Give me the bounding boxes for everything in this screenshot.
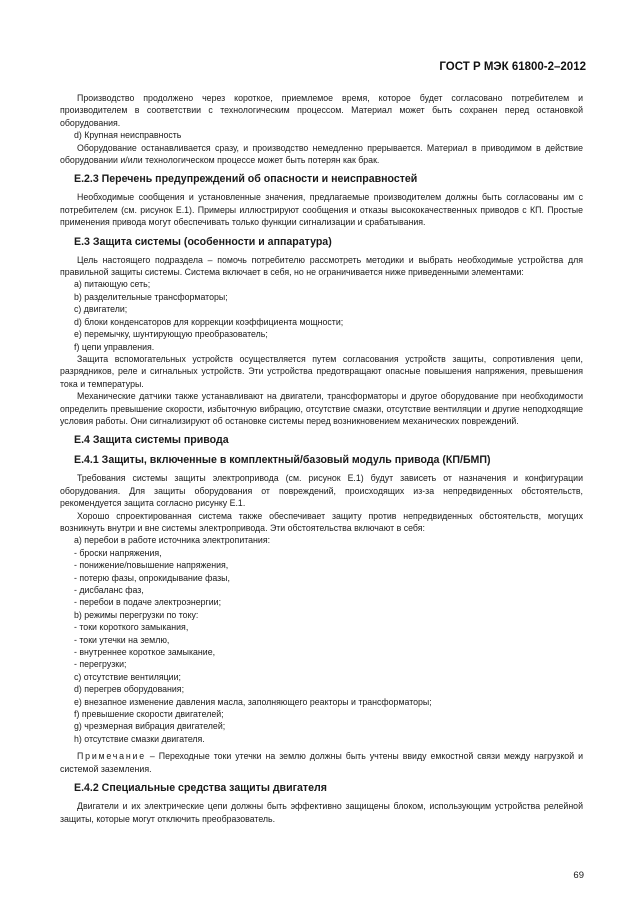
standard-header: ГОСТ Р МЭК 61800-2–2012 (439, 61, 586, 73)
paragraph: Требования системы защиты электропривода (см. рисунок Е.1) будут зависеть от назначения и конфигурации оборудования. Для защиты оборудования от повреждений, происходящих из-за непредвиденных обстоятельств, рекомендуется защита согласно рисунку Е.1. (60, 473, 583, 509)
paragraph: Хорошо спроектированная система также обеспечивает защиту против непредвиденных обстоятельств, могущих возникнуть внутри и вне системы электропривода. Эти обстоятельства включают в себя: (60, 510, 583, 533)
list-item: - дисбаланс фаз, (74, 585, 144, 595)
list-item: - токи утечки на землю, (74, 634, 170, 645)
list-item: - броски напряжения, (74, 547, 162, 558)
paragraph: Защита вспомогательных устройств осуществляется путем согласования устройств защиты, сопротивления цепи, разрядников, реле и сигнальных устройств. Эти устройства предотвращают опасные повышения напряжения, превышения тока и температуры. (60, 353, 583, 389)
paragraph: Механические датчики также устанавливают на двигатели, трансформаторы и другое оборудование при необходимости определить превышение скорости, избыточную вибрацию, отсутствие смазки, отсутствие вентиляции и другие неподходящие условия работы. Они сигнализируют об остановке системы перед возникновением механических повреждений. (60, 391, 583, 426)
paragraph: Двигатели и их электрические цепи должны быть эффективно защищены блоком, использующим устройства релейной защиты, которые могут отключить преобразователь. (60, 801, 583, 824)
list-item: d) Крупная неисправность (74, 130, 182, 141)
note (60, 750, 583, 775)
list-item: b) режимы перегрузки по току: (74, 609, 199, 620)
list-elements (60, 278, 583, 352)
list-item: f) превышение скорости двигателей; (74, 709, 224, 720)
note-label: Примечание (77, 751, 146, 762)
list-item: c) отсутствие вентиляции; (74, 671, 181, 682)
list-item: - понижение/повышение напряжения, (74, 560, 229, 571)
paragraph: Необходимые сообщения и установленные значения, предлагаемые производителем должны быть согласованы им с потребителем (см. рисунок Е.1). Примеры иллюстрируют сообщения и отказы высококачественных приводов с КП. Простые применения привода могут обеспечивать только функции сигнализации и срабатывания. (60, 192, 583, 228)
section-heading-e3: Е.3 Защита системы (особенности и аппаратура) (74, 235, 332, 248)
section-heading-e41: Е.4.1 Защиты, включенные в комплектный/базовый модуль привода (КП/БМП) (74, 454, 491, 467)
list-item: e) внезапное изменение давления масла, заполняющего реакторы и трансформаторы; (74, 696, 432, 707)
page-content (60, 92, 583, 825)
paragraph: Производство продолжено через короткое, приемлемое время, которое будет согласовано потребителем и производителем в соответствии с технологическим процессом. Материал может быть сохранен перед остановкой оборудования. (60, 93, 583, 128)
list-item: d) блоки конденсаторов для коррекции коэффициента мощности; (74, 316, 344, 327)
section-heading-e4: Е.4 Защита системы привода (74, 434, 229, 447)
list-item: b) разделительные трансформаторы; (74, 291, 228, 302)
section-heading-e23: Е.2.3 Перечень предупреждений об опасности и неисправностей (74, 173, 418, 186)
list-item: - потерю фазы, опрокидывание фазы, (74, 572, 230, 583)
list-item: g) чрезмерная вибрация двигателей; (74, 721, 226, 732)
list-item: - перегрузки; (74, 659, 127, 670)
list-item: - токи короткого замыкания, (74, 622, 189, 633)
list-item: - внутреннее короткое замыкание, (74, 647, 216, 658)
paragraph: Оборудование останавливается сразу, и производство немедленно прерывается. Материал в приводимом в действие оборудовании и/или технологическом процессе может быть потерян как брак. (60, 142, 583, 166)
list-item: h) отсутствие смазки двигателя. (74, 733, 205, 744)
list-item: d) перегрев оборудования; (74, 684, 185, 695)
list-conditions (60, 534, 583, 745)
note-text: – Переходные токи утечки на землю должны быть учтены ввиду емкостной связи между нагрузкой и системой заземления. (60, 751, 583, 774)
list-item: c) двигатели; (74, 304, 128, 315)
list-item: a) питающую сеть; (74, 279, 151, 290)
list-item: f) цепи управления. (74, 341, 155, 352)
list-item: e) перемычку, шунтирующую преобразователь; (74, 329, 268, 340)
page-number: 69 (573, 870, 584, 881)
paragraph: Цель настоящего подраздела – помочь потребителю рассмотреть методики и выбрать необходимые устройства для правильной защиты системы. Система включает в себя, но не ограничивается ниже приведенными элементами: (60, 254, 583, 278)
list-item: - перебои в подаче электроэнергии; (74, 597, 222, 608)
section-heading-e42: Е.4.2 Специальные средства защиты двигателя (74, 782, 327, 795)
list-item: a) перебои в работе источника электропитания: (74, 535, 271, 546)
